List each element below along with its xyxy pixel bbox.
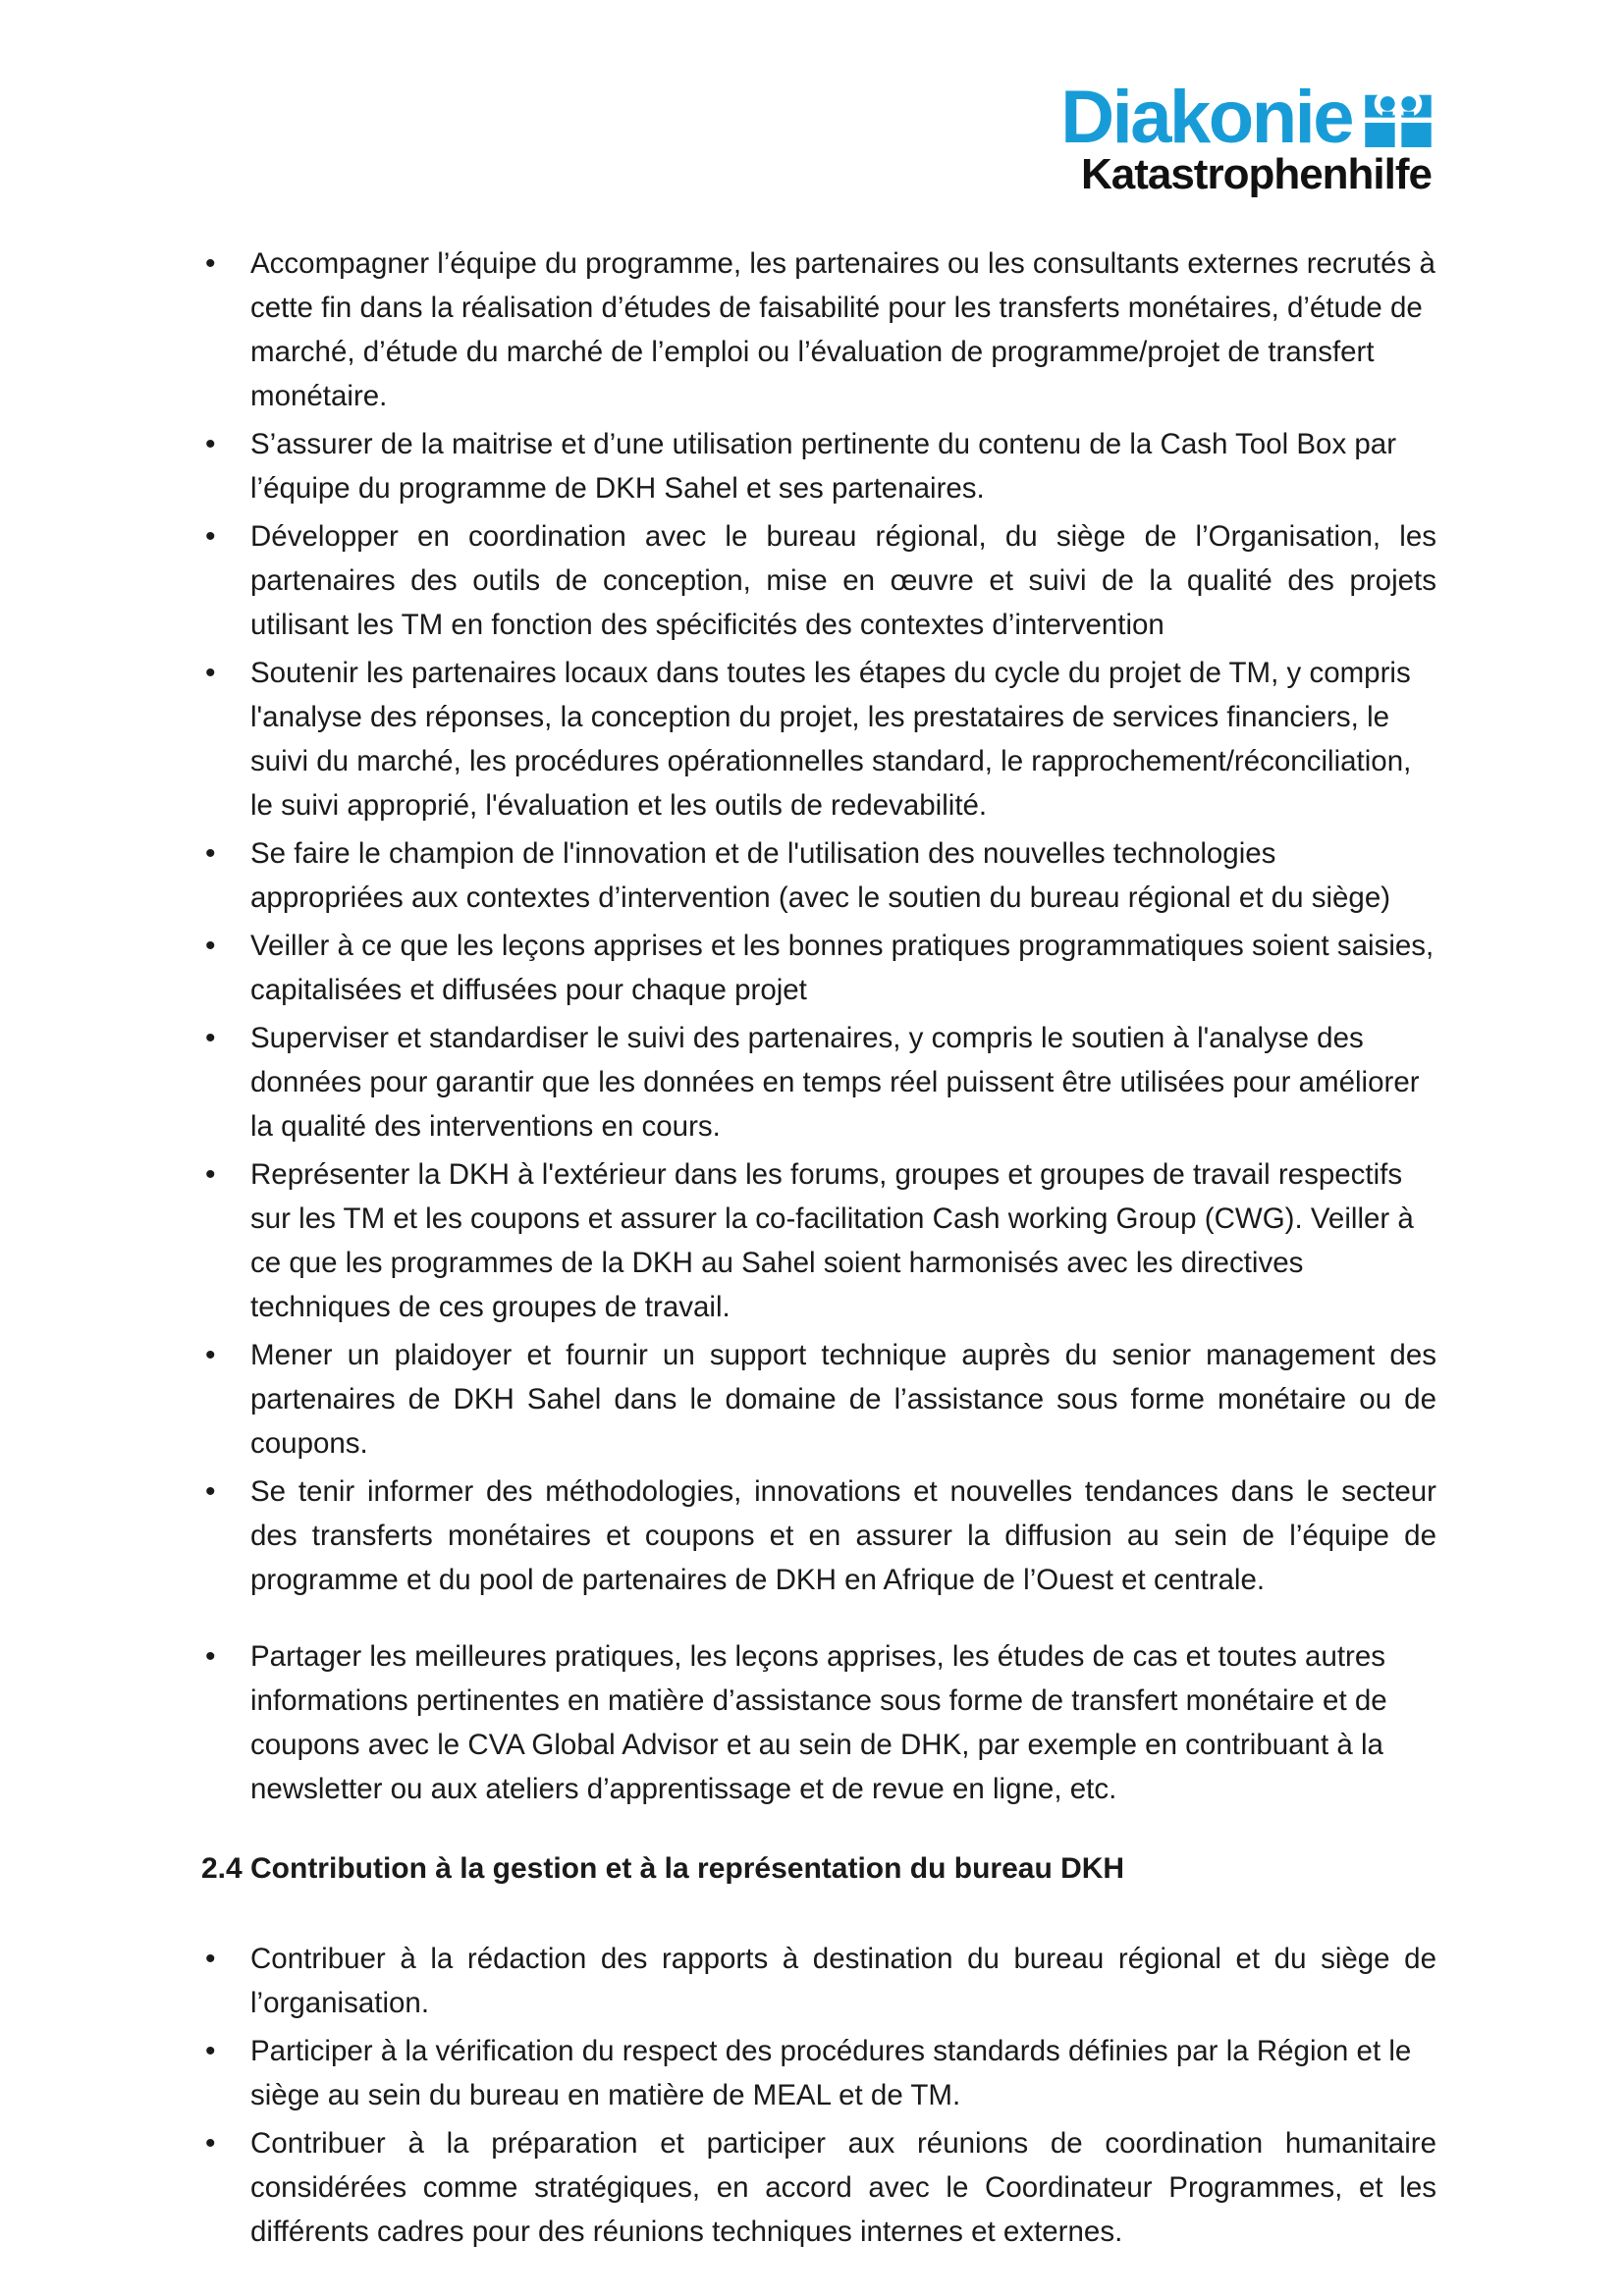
bullet-item: • Soutenir les partenaires locaux dans toutes les étapes du cycle du projet de TM, y compris l'analyse des réponses, la conception du projet, les prestataires de services financiers, le suivi du marché, les procédures opérationnelles standard, le rapprochement/réconciliation, le suivi approprié, l'évaluation et les outils de redevabilité. bbox=[201, 651, 1436, 828]
bullet-item: • Partager les meilleures pratiques, les leçons apprises, les études de cas et toutes autres informations pertinentes en matière d’assistance sous forme de transfert monétaire et de coupons avec le CVA Global Advisor et au sein de DHK, par exemple en contribuant à la newsletter ou aux ateliers d’apprentissage et de revue en ligne, etc. bbox=[201, 1634, 1436, 1811]
logo-top-row bbox=[1060, 76, 1432, 159]
section-heading-2-4 bbox=[201, 1846, 1436, 1891]
document-content bbox=[201, 241, 1436, 2258]
bullet-item: • Veiller à ce que les leçons apprises et les bonnes pratiques programmatiques soient saisies, capitalisées et diffusées pour chaque projet bbox=[201, 924, 1436, 1012]
bullet-item: • Mener un plaidoyer et fournir un support technique auprès du senior management des partenaires de DKH Sahel dans le domaine de l’assistance sous forme monétaire ou de coupons. bbox=[201, 1333, 1436, 1466]
logo-brand-text: Diakonie bbox=[1060, 76, 1352, 159]
bullet-item: • S’assurer de la maitrise et d’une utilisation pertinente du contenu de la Cash Tool Box par l’équipe du programme de DKH Sahel et ses partenaires. bbox=[201, 422, 1436, 510]
section-title: Contribution à la gestion et à la représentation du bureau DKH bbox=[250, 1852, 1125, 1885]
main-bullet-list bbox=[201, 241, 1436, 1811]
bullet-item: • Superviser et standardiser le suivi des partenaires, y compris le soutien à l'analyse des données pour garantir que les données en temps réel puissent être utilisées pour améliorer la qualité des interventions en cours. bbox=[201, 1016, 1436, 1148]
bullet-item: • Représenter la DKH à l'extérieur dans les forums, groupes et groupes de travail respectifs sur les TM et les coupons et assurer la co-facilitation Cash working Group (CWG). Veiller à ce que les programmes de la DKH au Sahel soient harmonisés avec les directives techniques de ces groupes de travail. bbox=[201, 1152, 1436, 1329]
bullet-item: • Participer à la vérification du respect des procédures standards définies par la Région et le siège au sein du bureau en matière de MEAL et de TM. bbox=[201, 2029, 1436, 2117]
diakonie-kronenkreuz-icon bbox=[1365, 88, 1432, 147]
bullet-item: • Développer en coordination avec le bureau régional, du siège de l’Organisation, les partenaires des outils de conception, mise en œuvre et suivi de la qualité des projets utilisant les TM en fonction des spécificités des contextes d’intervention bbox=[201, 514, 1436, 647]
logo-subtitle-text: Katastrophenhilfe bbox=[1080, 150, 1432, 198]
bullet-item: • Contribuer à la rédaction des rapports à destination du bureau régional et du siège de l’organisation. bbox=[201, 1937, 1436, 2025]
diakonie-logo bbox=[1060, 76, 1432, 198]
bullet-item: • Contribuer à la préparation et participer aux réunions de coordination humanitaire considérées comme stratégiques, en accord avec le Coordinateur Programmes, et les différents cadres pour des réunions techniques internes et externes. bbox=[201, 2121, 1436, 2254]
bullet-item: • Se faire le champion de l'innovation et de l'utilisation des nouvelles technologies appropriées aux contextes d’intervention (avec le soutien du bureau régional et du siège) bbox=[201, 831, 1436, 920]
section-bullet-list bbox=[201, 1937, 1436, 2254]
bullet-item: • Se tenir informer des méthodologies, innovations et nouvelles tendances dans le secteur des transferts monétaires et coupons et en assurer la diffusion au sein de l’équipe de programme et du pool de partenaires de DKH en Afrique de l’Ouest et centrale. bbox=[201, 1469, 1436, 1602]
section-number: 2.4 bbox=[201, 1852, 243, 1885]
bullet-item: • Accompagner l’équipe du programme, les partenaires ou les consultants externes recrutés à cette fin dans la réalisation d’études de faisabilité pour les transferts monétaires, d’étude de marché, d’étude du marché de l’emploi ou l’évaluation de programme/projet de transfert monétaire. bbox=[201, 241, 1436, 418]
